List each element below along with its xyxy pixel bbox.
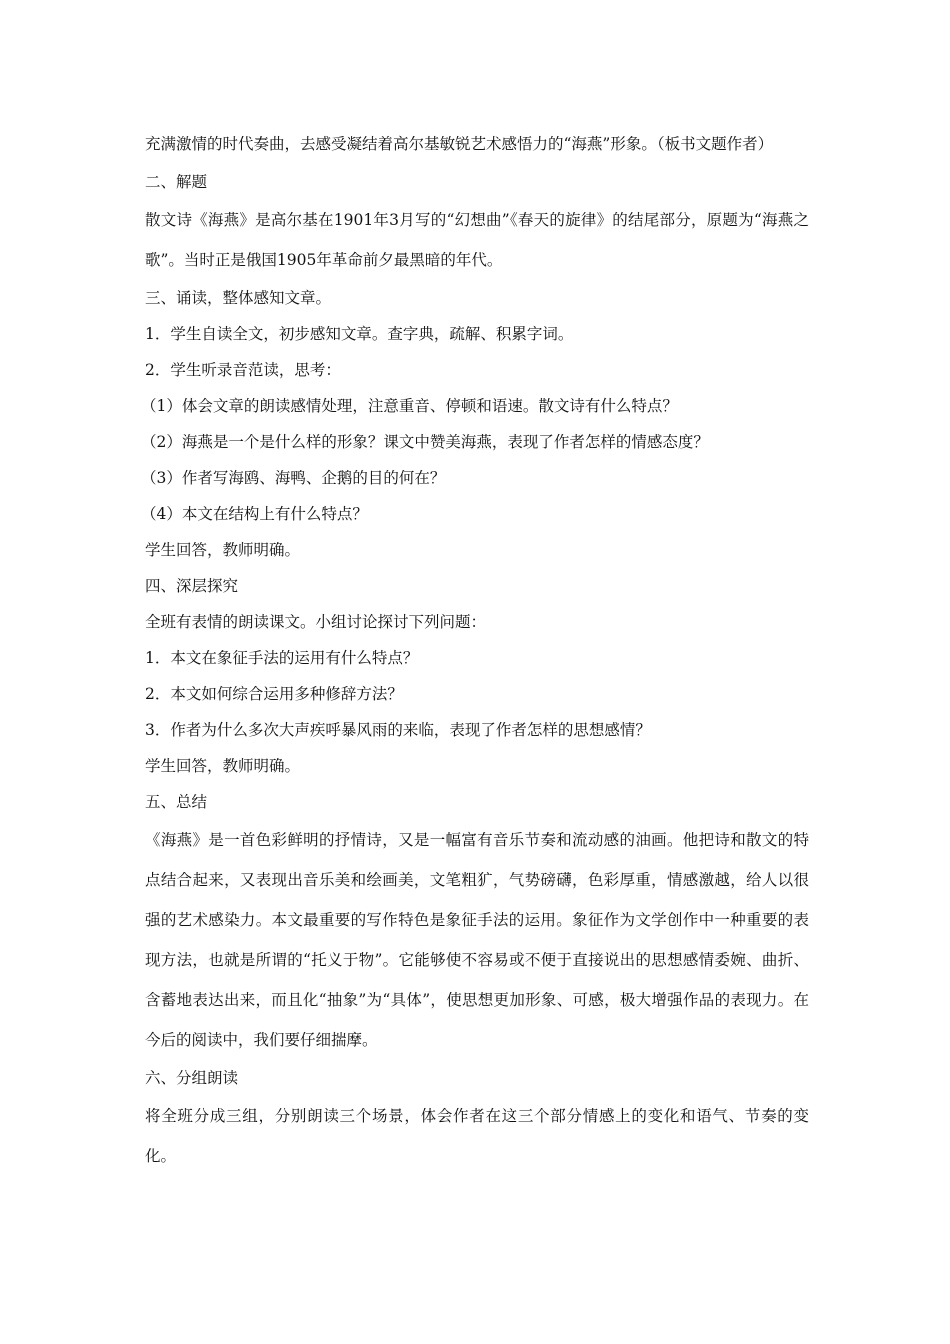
intro-paragraph: 充满激情的时代奏曲，去感受凝结着高尔基敏锐艺术感悟力的“海燕”形象。（板书文题作者）: [145, 135, 774, 153]
section-heading-fenzu: 六、分组朗读: [145, 1069, 239, 1087]
list-item: 2．学生听录音范读，思考：: [145, 361, 341, 379]
list-item: 1．学生自读全文，初步感知文章。查字典，疏解、积累字词。: [145, 325, 574, 343]
question-item: （2）海燕是一个是什么样的形象？课文中赞美海燕，表现了作者怎样的情感态度？: [141, 433, 709, 451]
section-heading-jieti: 二、解题: [145, 173, 208, 191]
tanjiu-intro: 全班有表情的朗读课文。小组讨论探讨下列问题：: [145, 613, 487, 631]
section-heading-songdu: 三、诵读，整体感知文章。: [145, 289, 332, 307]
list-item: 1．本文在象征手法的运用有什么特点？: [145, 649, 419, 667]
list-item: 2．本文如何综合运用多种修辞方法？: [145, 685, 403, 703]
zongjie-paragraph: 《海燕》是一首色彩鲜明的抒情诗，又是一幅富有音乐节奏和流动感的油画。他把诗和散文的特点结合起来，又表现出音乐美和绘画美，文笔粗犷，气势磅礴，色彩厚重，情感激越，给人以很强的艺术感染力。本文最重要的写作特色是象征手法的运用。象征作为文学创作中一种重要的表现方法，也就是所谓的“托义于物”。它能够使不容易或不便于直接说出的思想感情委婉、曲折、含蓄地表达出来，而且化“抽象”为“具体”，使思想更加形象、可感，极大增强作品的表现力。在今后的阅读中，我们要仔细揣摩。: [145, 831, 809, 1049]
list-item: 3．作者为什么多次大声疾呼暴风雨的来临，表现了作者怎样的思想感情？: [145, 721, 651, 739]
question-item: （3）作者写海鸥、海鸭、企鹅的目的何在？: [141, 469, 446, 487]
jieti-paragraph: 散文诗《海燕》是高尔基在1901年3月写的“幻想曲”《春天的旋律》的结尾部分，原题为“海燕之歌”。当时正是俄国1905年革命前夕最黑暗的年代。: [145, 211, 809, 269]
question-item: （1）体会文章的朗读感情处理，注意重音、停顿和语速。散文诗有什么特点？: [141, 397, 678, 415]
section-heading-tanjiu: 四、深层探究: [145, 577, 239, 595]
question-item: （4）本文在结构上有什么特点？: [141, 505, 368, 523]
section-heading-zongjie: 五、总结: [145, 793, 208, 811]
answer-note: 学生回答，教师明确。: [145, 757, 301, 775]
fenzu-paragraph: 将全班分成三组，分别朗读三个场景，体会作者在这三个部分情感上的变化和语气、节奏的变化。: [145, 1107, 809, 1165]
answer-note: 学生回答，教师明确。: [145, 541, 301, 559]
document-body: [141, 124, 809, 1176]
